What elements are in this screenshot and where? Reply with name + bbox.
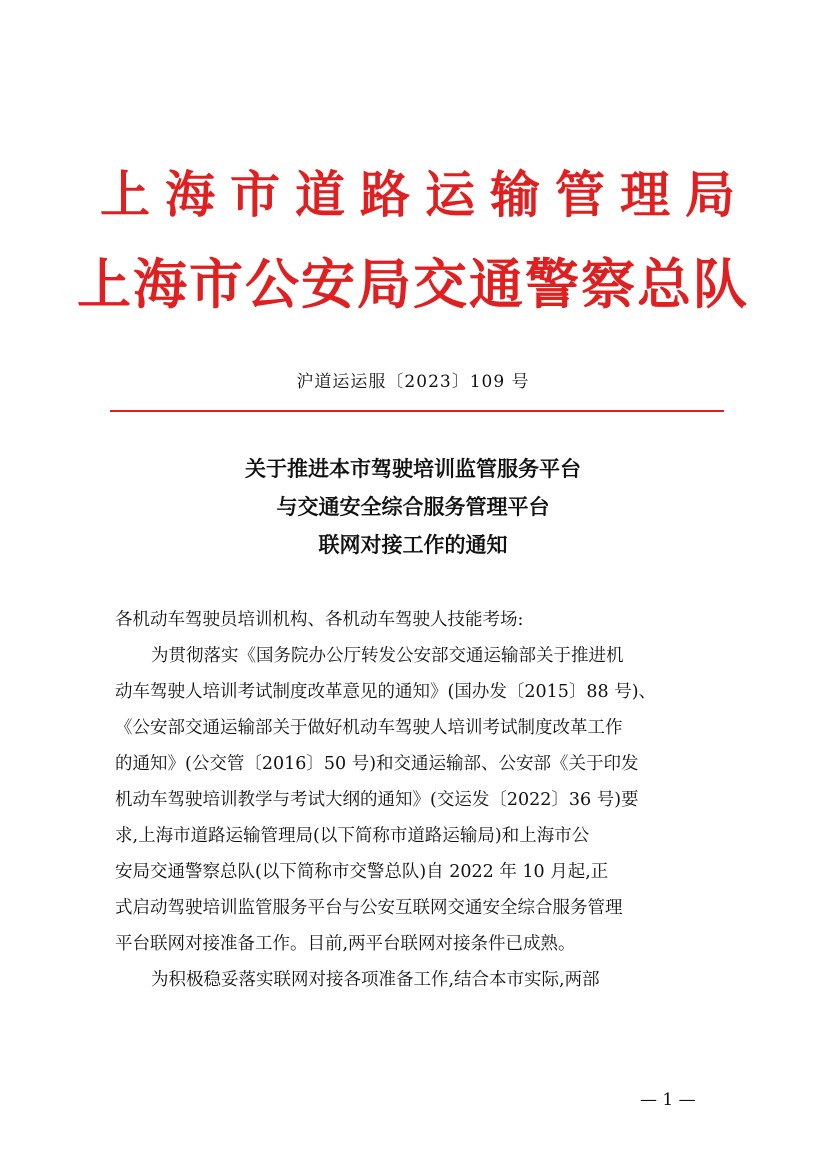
salutation: 各机动车驾驶员培训机构、各机动车驾驶人技能考场: <box>115 610 524 630</box>
red-divider-line <box>110 410 724 412</box>
title-line-1: 关于推进本市驾驶培训监管服务平台 <box>245 457 581 481</box>
body-line: 安局交通警察总队(以下简称市交警总队)自 2022 年 10 月起,正 <box>115 862 609 882</box>
body-line: 式启动驾驶培训监管服务平台与公安互联网交通安全综合服务管理 <box>115 898 623 918</box>
title-line-3: 联网对接工作的通知 <box>318 533 508 557</box>
document-number: 沪道运运服〔2023〕109 号 <box>296 372 530 392</box>
body-line: 平台联网对接准备工作。目前,两平台联网对接条件已成熟。 <box>115 934 576 954</box>
document-body <box>115 602 725 998</box>
body-line: 为贯彻落实《国务院办公厅转发公安部交通运输部关于推进机 <box>151 646 624 666</box>
masthead-issuer-2: 上海市公安局交通警察总队 <box>77 253 749 316</box>
body-line: 求,上海市道路运输管理局(以下简称市道路运输局)和上海市公 <box>115 826 590 846</box>
title-line-2: 与交通安全综合服务管理平台 <box>276 495 550 519</box>
page-number: — 1 — <box>640 1090 696 1110</box>
masthead-issuer-1: 上海市道路运输管理局 <box>100 166 750 224</box>
body-line: 的通知》(公交管〔2016〕50 号)和交通运输部、公安部《关于印发 <box>115 754 639 774</box>
body-line: 为积极稳妥落实联网对接各项准备工作,结合本市实际,两部 <box>151 970 600 990</box>
document-title <box>0 450 826 564</box>
body-line: 机动车驾驶培训教学与考试大纲的通知》(交运发〔2022〕36 号)要 <box>115 790 639 810</box>
body-line: 《公安部交通运输部关于做好机动车驾驶人培训考试制度改革工作 <box>115 718 623 738</box>
body-line: 动车驾驶人培训考试制度改革意见的通知》(国办发〔2015〕88 号)、 <box>115 682 657 702</box>
